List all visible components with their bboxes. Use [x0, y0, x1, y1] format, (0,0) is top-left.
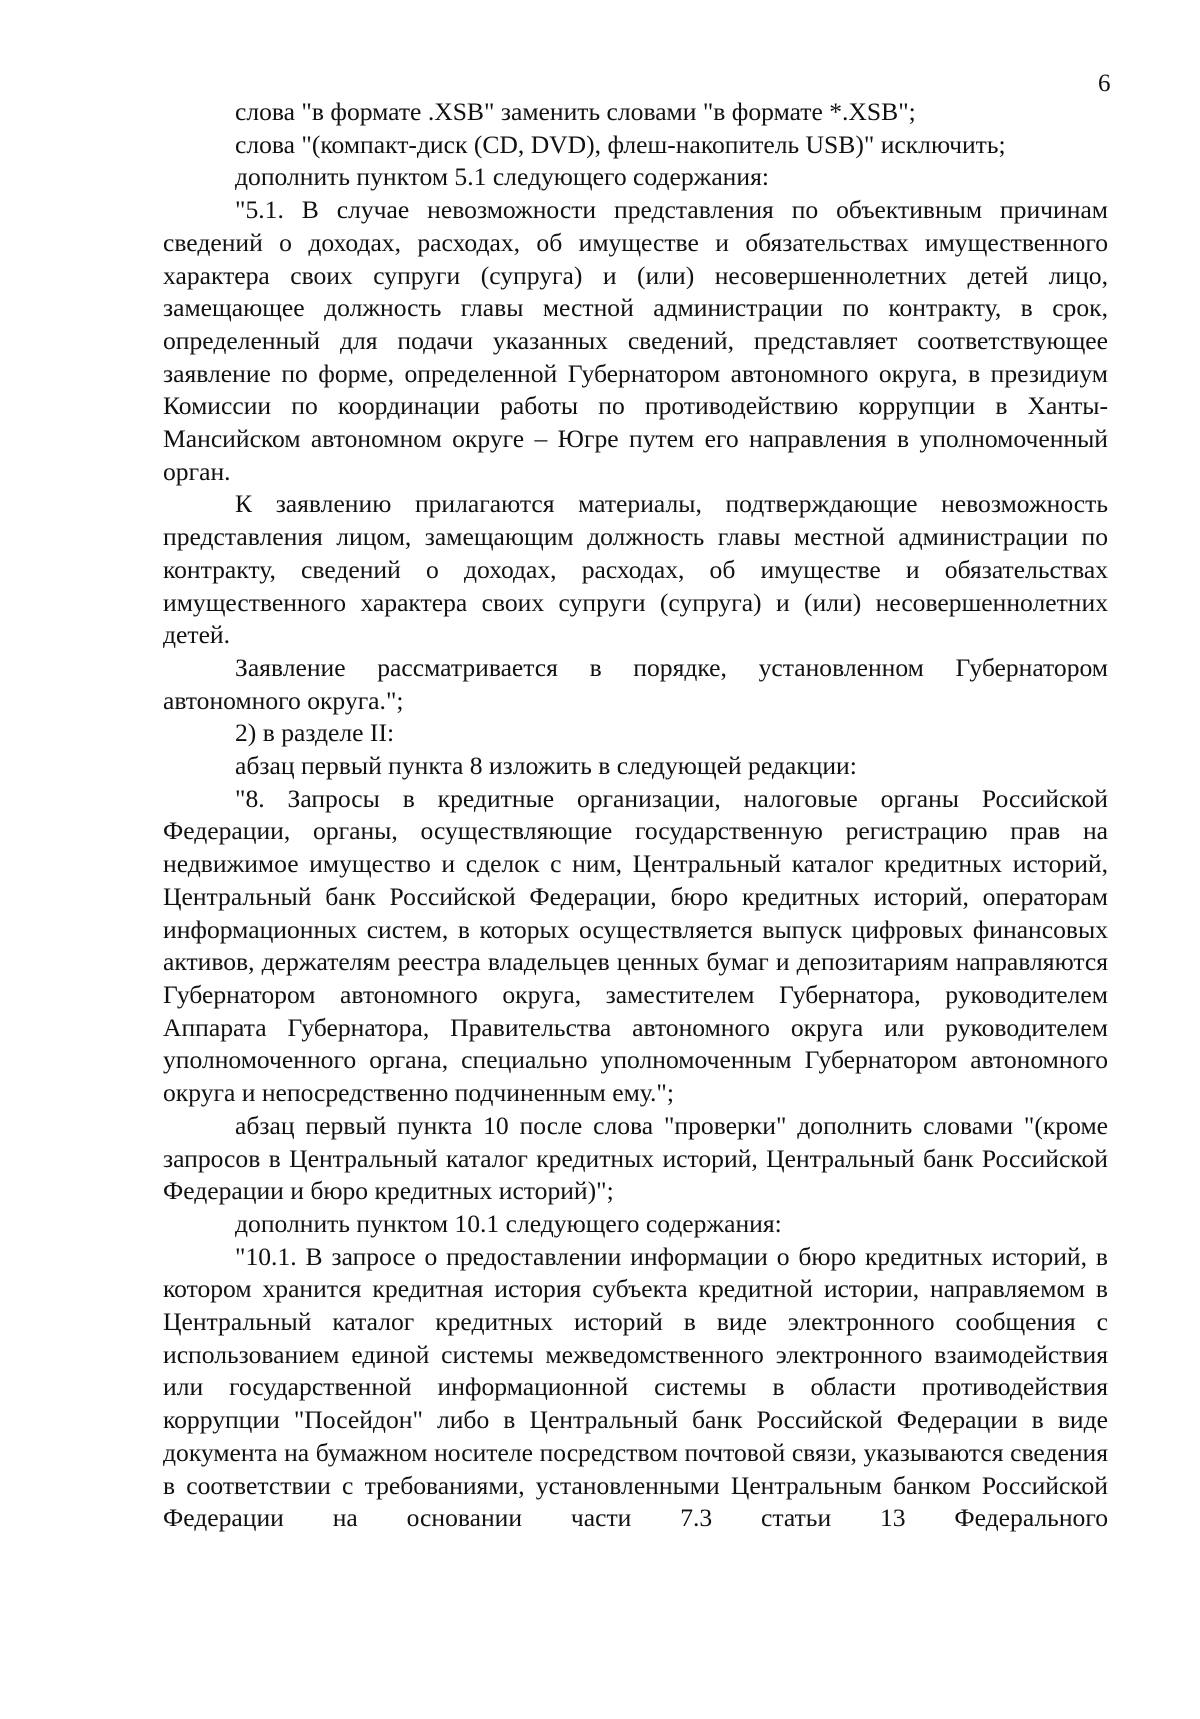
paragraph-item-10-1: "10.1. В запросе о предоставлении информации о бюро кредитных историй, в котором хранится кредитная история субъекта кредитной истории, направляемом в Центральный каталог кредитных историй в виде электронного сообщения с использованием единой системы межведомственного электронного взаимодействия или государственной информационной системы в области противодействия коррупции "Посейдон" либо в Центральный банк Российской Федерации в виде документа на бумажном носителе посредством почтовой связи, указываются сведения в соответствии с требованиями, установленными Центральным банком Российской Федерации на основании части 7.3 статьи 13 Федерального [163, 1241, 1108, 1533]
document-body [163, 96, 1108, 1535]
paragraph-add-item-10-1: дополнить пунктом 10.1 следующего содержания: [235, 1208, 782, 1238]
paragraph-xsb-format: слова "в формате .XSB" заменить словами "в формате *.XSB"; [235, 97, 916, 126]
paragraph-add-item-5-1: дополнить пунктом 5.1 следующего содержания: [235, 162, 769, 192]
paragraph-item-5-1: "5.1. В случае невозможности представления по объективным причинам сведений о доходах, расходах, об имуществе и обязательствах имущественного характера своих супруги (супруга) и (или) несовершеннолетних детей лицо, замещающее должность главы местной администрации по контракту, в срок, определенный для подачи указанных сведений, представляет соответствующее заявление по форме, определенной Губернатором автономного округа, в президиум Комиссии по координации работы по противодействию коррупции в Ханты-Мансийском автономном округе – Югре путем его направления в уполномоченный орган. [163, 195, 1108, 486]
paragraph-section-ii: 2) в разделе II: [235, 718, 395, 748]
paragraph-item-8-edit: абзац первый пункта 8 изложить в следующей редакции: [235, 751, 857, 781]
paragraph-application-review: Заявление рассматривается в порядке, установленном Губернатором автономного округа."; [163, 652, 1108, 715]
paragraph-remove-media: слова "(компакт-диск (CD, DVD), флеш-накопитель USB)" исключить; [235, 129, 1006, 159]
paragraph-application-materials: К заявлению прилагаются материалы, подтверждающие невозможность представления лицом, замещающим должность главы местной администрации по контракту, сведений о доходах, расходах, об имуществе и обязательствах имущественного характера своих супруги (супруга) и (или) несовершеннолетних детей. [163, 489, 1108, 650]
paragraph-item-8: "8. Запросы в кредитные организации, налоговые органы Российской Федерации, органы, осуществляющие государственную регистрацию прав на недвижимое имущество и сделок с ним, Центральный каталог кредитных историй, Центральный банк Российской Федерации, бюро кредитных историй, операторам информационных систем, в которых осуществляется выпуск цифровых финансовых активов, держателям реестра владельцев ценных бумаг и депозитариям направляются Губернатором автономного округа, заместителем Губернатора, руководителем Аппарата Губернатора, Правительства автономного округа или руководителем уполномоченного органа, специально уполномоченным Губернатором автономного округа и непосредственно подчиненным ему."; [163, 783, 1108, 1108]
paragraph-item-10-edit: абзац первый пункта 10 после слова "проверки" дополнить словами "(кроме запросов в Центральный каталог кредитных историй, Центральный банк Российской Федерации и бюро кредитных историй)"; [163, 1110, 1108, 1206]
page-number: 6 [1098, 70, 1111, 97]
